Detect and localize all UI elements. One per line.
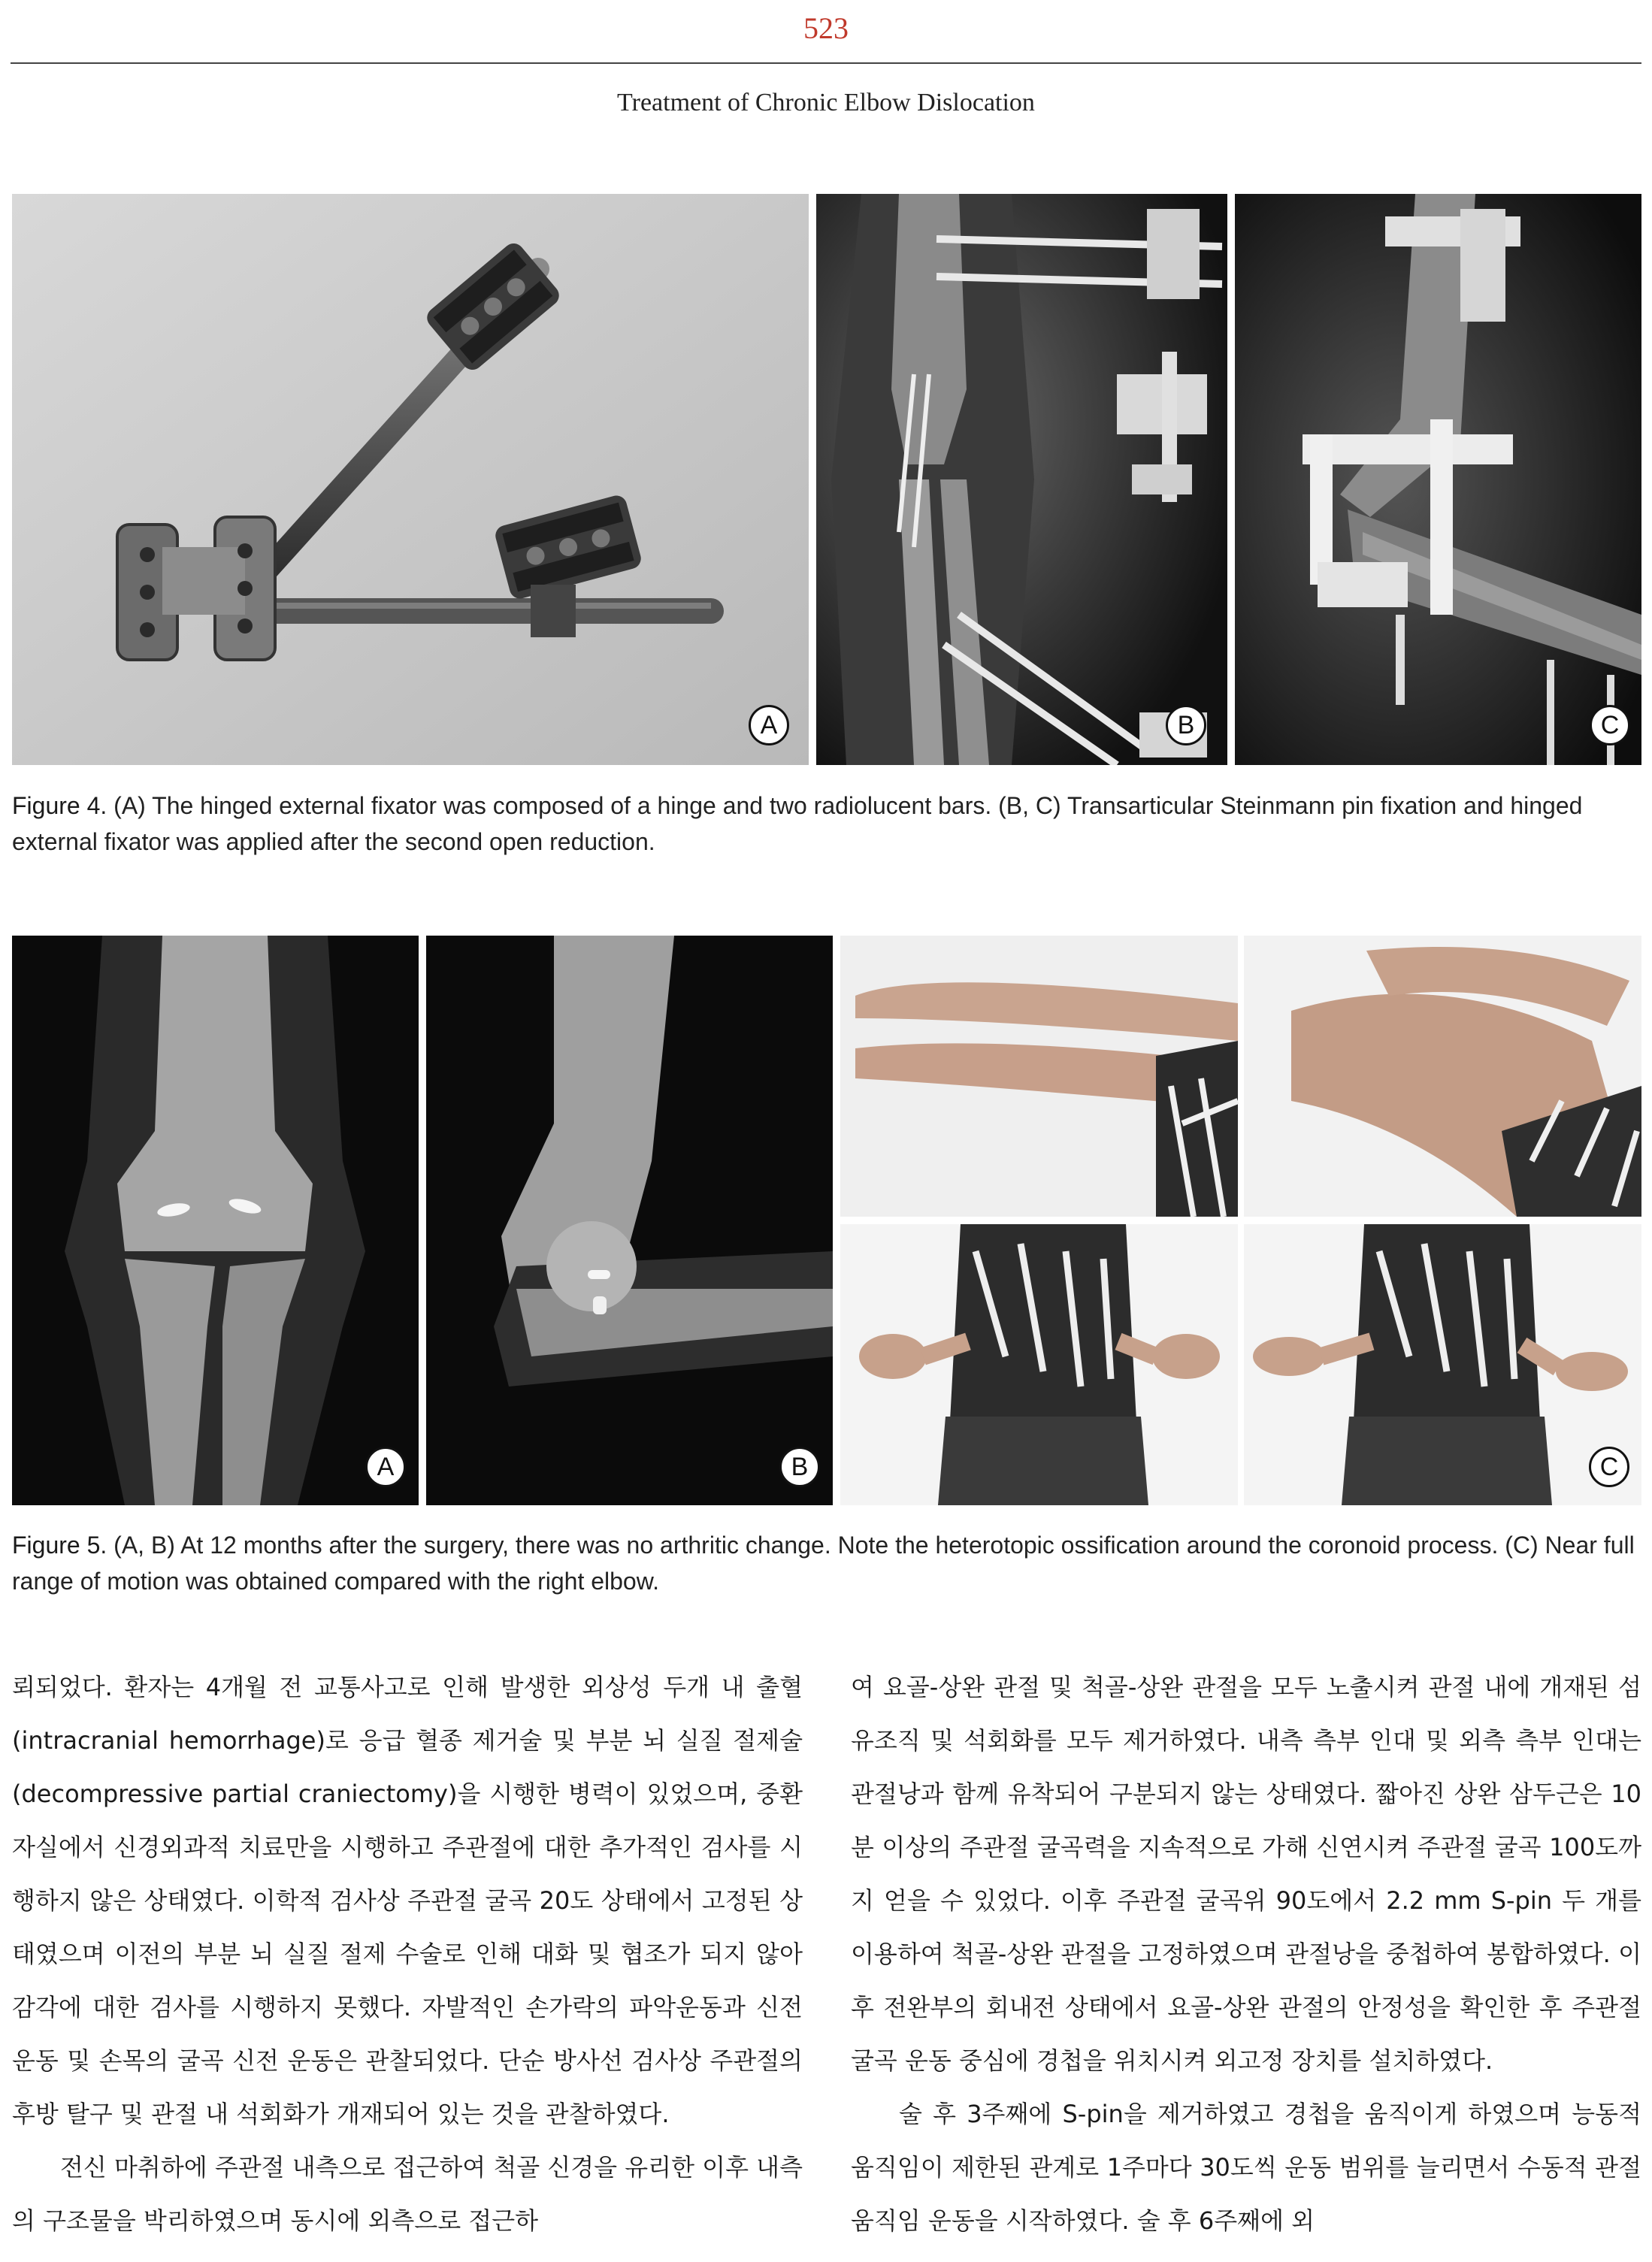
figure-4-caption-text: (A) The hinged external fixator was composed of a hinge and two radiolucent bars. (B, C) Transarticular Steinmann pin fixation and hinged external fixator was applied after the second open reduction. — [12, 792, 1583, 855]
body-right-paragraph-2: 술 후 3주째에 S-pin을 제거하였고 경첩을 움직이게 하였으며 능동적 움직임이 제한된 관계로 1주마다 30도씩 운동 범위를 늘리면서 수동적 관절 움직임 운동을 시작하였다. 술 후 6주째에 외 — [851, 2100, 1641, 2235]
xray-c-image — [1235, 194, 1641, 765]
body-left-column — [12, 1661, 803, 2248]
xray-lateral-image — [426, 936, 833, 1505]
figure-4-panel-a — [12, 194, 809, 765]
figure-5-caption-text: (A, B) At 12 months after the surgery, there was no arthritic change. Note the heterotopic ossification around the coronoid process. (C) Near full range of motion was obtained compared with the right elbow. — [12, 1532, 1635, 1595]
figure-5-label-a: A — [365, 1447, 406, 1487]
figure-4-label-b: B — [1166, 705, 1206, 745]
photo-flexion — [1244, 936, 1641, 1217]
xray-ap-image — [12, 936, 419, 1505]
figure-4-panel-c — [1235, 194, 1641, 765]
figure-4-caption — [12, 788, 1641, 860]
figure-5-caption — [12, 1527, 1641, 1599]
fixator-photo-image — [12, 194, 809, 765]
photo-pronation — [840, 1224, 1238, 1505]
body-left-paragraph-1: 뢰되었다. 환자는 4개월 전 교통사고로 인해 발생한 외상성 두개 내 출혈(intracranial hemorrhage)로 응급 혈종 제거술 및 부분 뇌 실질 절제술(decompressive partial craniectomy)을 시행한 병력이 있었으며, 중환자실에서 신경외과적 치료만을 시행하고 주관절에 대한 추가적인 검사를 시행하지 않은 상태였다. 이학적 검사상 주관절 굴곡 20도 상태에서 고정된 상태였으며 이전의 부분 뇌 실질 절제 수술로 인해 대화 및 협조가 되지 않아 감각에 대한 검사를 시행하지 못했다. 자발적인 손가락의 파악운동과 신전 운동 및 손목의 굴곡 신전 운동은 관찰되었다. 단순 방사선 검사상 주관절의 후방 탈구 및 관절 내 석회화가 개재되어 있는 것을 관찰하였다. — [12, 1673, 803, 2128]
figure-4-caption-label: Figure 4. — [12, 792, 107, 819]
figure-4-label-a: A — [749, 705, 789, 745]
range-of-motion-photos — [840, 936, 1641, 1505]
figure-4-label-c: C — [1590, 705, 1630, 745]
figure-5-panel-a — [12, 936, 419, 1505]
figure-5-caption-label: Figure 5. — [12, 1532, 107, 1559]
page-number: 523 — [803, 11, 849, 45]
header-rule — [11, 62, 1641, 64]
photo-supination — [1244, 1224, 1641, 1505]
body-left-paragraph-2: 전신 마취하에 주관절 내측으로 접근하여 척골 신경을 유리한 이후 내측의 구조물을 박리하였으며 동시에 외측으로 접근하 — [12, 2153, 803, 2235]
running-title: Treatment of Chronic Elbow Dislocation — [617, 89, 1035, 116]
figure-5-panel-c — [840, 936, 1641, 1505]
figure-4-panel-b — [816, 194, 1227, 765]
figure-5-label-b: B — [779, 1447, 820, 1487]
figure-5-panel-b — [426, 936, 833, 1505]
figure-5-label-c: C — [1589, 1447, 1629, 1487]
xray-b-image — [816, 194, 1227, 765]
photo-extension — [840, 936, 1238, 1217]
body-right-column — [851, 1661, 1641, 2248]
body-right-paragraph-1: 여 요골-상완 관절 및 척골-상완 관절을 모두 노출시켜 관절 내에 개재된 섬유조직 및 석회화를 모두 제거하였다. 내측 측부 인대 및 외측 측부 인대는 관절낭과 함께 유착되어 구분되지 않는 상태였다. 짧아진 상완 삼두근은 10분 이상의 주관절 굴곡력을 지속적으로 가해 신연시켜 주관절 굴곡 100도까지 얻을 수 있었다. 이후 주관절 굴곡위 90도에서 2.2 mm S-pin 두 개를 이용하여 척골-상완 관절을 고정하였으며 관절낭을 중첩하여 봉합하였다. 이후 전완부의 회내전 상태에서 요골-상완 관절의 안정성을 확인한 후 주관절 굴곡 운동 중심에 경첩을 위치시켜 외고정 장치를 설치하였다. — [851, 1673, 1641, 2075]
